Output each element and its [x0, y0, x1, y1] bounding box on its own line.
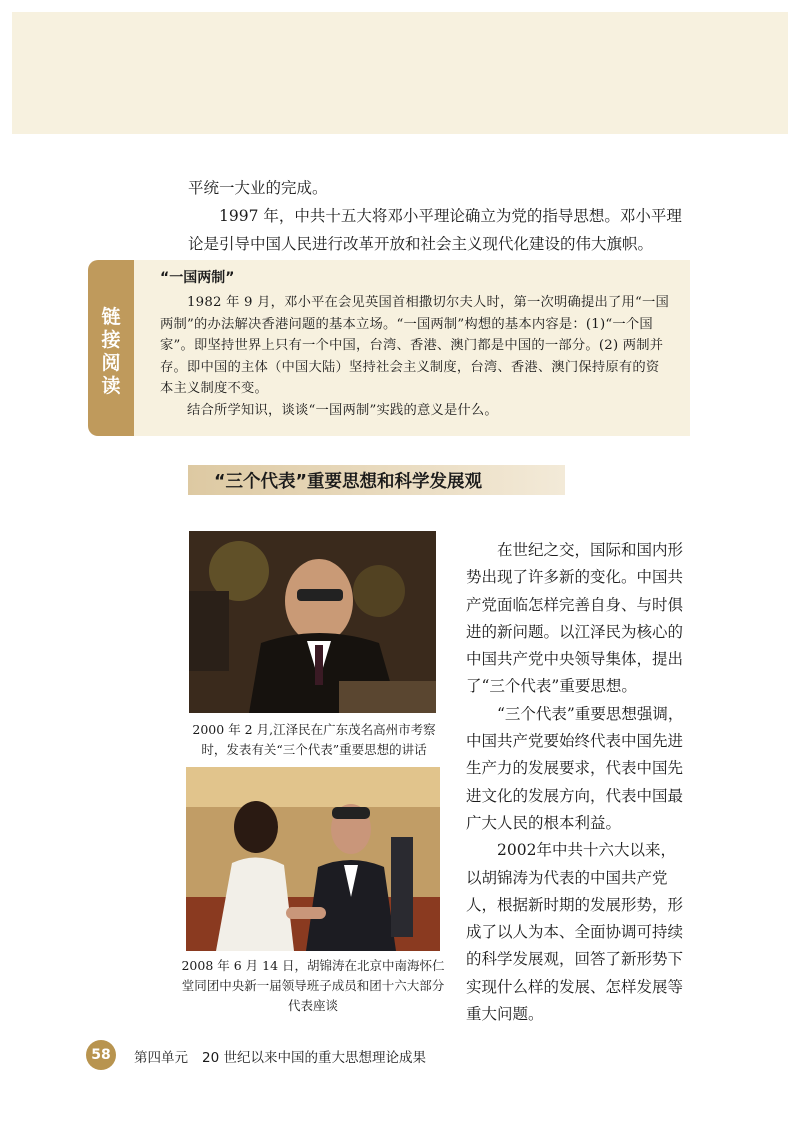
section-heading [188, 465, 565, 495]
link-reading-body [134, 260, 690, 436]
link-reading-text [160, 292, 672, 421]
photo-jiang-zemin [189, 531, 436, 713]
photo-caption-2: 2008 年 6 月 14 日，胡锦涛在北京中南海怀仁堂同团中央新一届领导班子成员和团十六大部分代表座谈 [181, 958, 445, 1013]
link-reading-paragraph: 1982 年 9 月，邓小平在会见英国首相撒切尔夫人时，第一次明确提出了用“一国两制”的办法解决香港问题的基本立场。“一国两制”构想的基本内容是：(1)“一个国家”。即坚持世界上只有一个中国，台湾、香港、澳门都是中国的一部分。(2) 两制并存。即中国的主体（中国大陆）坚持社会主义制度，台湾、香港、澳门保持原有的资本主义制度不变。 [160, 295, 669, 396]
right-column-text [466, 537, 691, 1028]
intro-text [188, 174, 688, 258]
right-paragraph: 2002年中共十六大以来，以胡锦涛为代表的中国共产党人，根据新时期的发展形势，形成了以人为本、全面协调可持续的科学发展观，回答了新形势下实现什么样的发展、怎样发展等重大问题。 [466, 841, 684, 1024]
intro-line: 平统一大业的完成。 [188, 179, 328, 197]
photo-hu-jintao-illustration [186, 767, 440, 951]
intro-paragraph: 1997 年，中共十五大将邓小平理论确立为党的指导思想。邓小平理论是引导中国人民进行改革开放和社会主义现代化建设的伟大旗帜。 [188, 207, 682, 253]
photo-jiang-zemin-illustration [189, 531, 436, 713]
right-paragraph: “三个代表”重要思想强调，中国共产党要始终代表中国先进生产力的发展要求，代表中国先进文化的发展方向，代表中国最广大人民的根本利益。 [466, 704, 684, 832]
right-paragraph: 在世纪之交，国际和国内形势出现了许多新的变化。中国共产党面临怎样完善自身、与时俱进的新问题。以江泽民为核心的中国共产党中央领导集体，提出了“三个代表”重要思想。 [466, 541, 684, 696]
footer-chapter: 20 世纪以来中国的重大思想理论成果 [202, 1050, 426, 1066]
link-reading-box [88, 260, 690, 436]
tab-char: 链 [101, 306, 121, 328]
footer-unit: 第四单元 [134, 1050, 188, 1066]
photo-hu-jintao [186, 767, 440, 951]
link-reading-question: 结合所学知识，谈谈“一国两制”实践的意义是什么。 [187, 402, 498, 418]
photo-caption-1: 2000 年 2 月,江泽民在广东茂名高州市考察时，发表有关“三个代表”重要思想的讲话 [192, 722, 436, 757]
link-reading-label [88, 306, 134, 398]
page-number: 58 [86, 1040, 116, 1070]
link-reading-tab [88, 260, 134, 436]
footer-title [134, 1046, 426, 1066]
tab-char: 接 [101, 329, 121, 351]
tab-char: 阅 [101, 352, 121, 374]
tab-char: 读 [101, 375, 121, 397]
section-title: “三个代表”重要思想和科学发展观 [214, 472, 483, 492]
header-band [12, 12, 788, 134]
link-reading-title: “一国两制” [160, 270, 235, 286]
